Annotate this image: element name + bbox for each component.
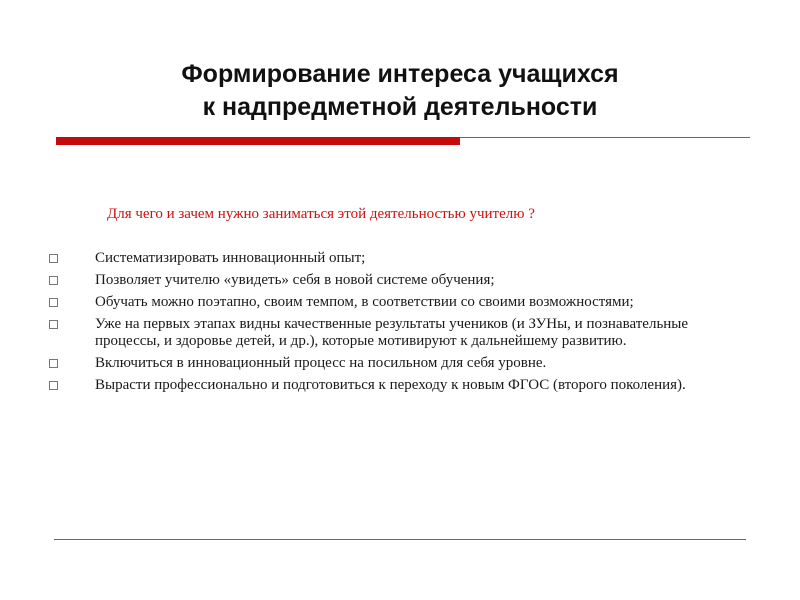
list-item-text: Позволяет учителю «увидеть» себя в новой системе обучения;: [95, 272, 495, 288]
list-item-text: Систематизировать инновационный опыт;: [95, 250, 366, 266]
footer-rule: [54, 539, 746, 540]
square-bullet-icon: [49, 381, 58, 390]
list-item: [47, 272, 747, 289]
square-bullet-icon: [49, 254, 58, 263]
list-item-text: Включиться в инновационный процесс на посильном для себя уровне.: [95, 355, 547, 371]
list-item: [47, 316, 747, 350]
square-bullet-icon: [49, 359, 58, 368]
title-underline-thin: [460, 137, 750, 138]
square-bullet-icon: [49, 320, 58, 329]
list-item: [47, 250, 747, 267]
square-bullet-icon: [49, 298, 58, 307]
title-line-2: к надпредметной деятельности: [202, 93, 598, 121]
list-item: [47, 355, 747, 372]
title-line-1: Формирование интереса учащихся: [181, 60, 619, 88]
list-item-text: Вырасти профессионально и подготовиться к переходу к новым ФГОС (второго поколения).: [95, 377, 686, 393]
question-text: Для чего и зачем нужно заниматься этой деятельностью учителю ?: [107, 206, 535, 222]
bullet-list: [47, 250, 747, 399]
square-bullet-icon: [49, 276, 58, 285]
list-item-text: Уже на первых этапах видны качественные результаты учеников (и ЗУНы, и познавательные процессы, и здоровье детей, и др.), которые мотивируют к дальнейшему развитию.: [95, 316, 689, 349]
slide-title: [0, 58, 800, 124]
list-item: [47, 377, 747, 394]
list-item: [47, 294, 747, 311]
title-underline-thick: [56, 137, 460, 145]
list-item-text: Обучать можно поэтапно, своим темпом, в соответствии со своими возможностями;: [95, 294, 634, 310]
